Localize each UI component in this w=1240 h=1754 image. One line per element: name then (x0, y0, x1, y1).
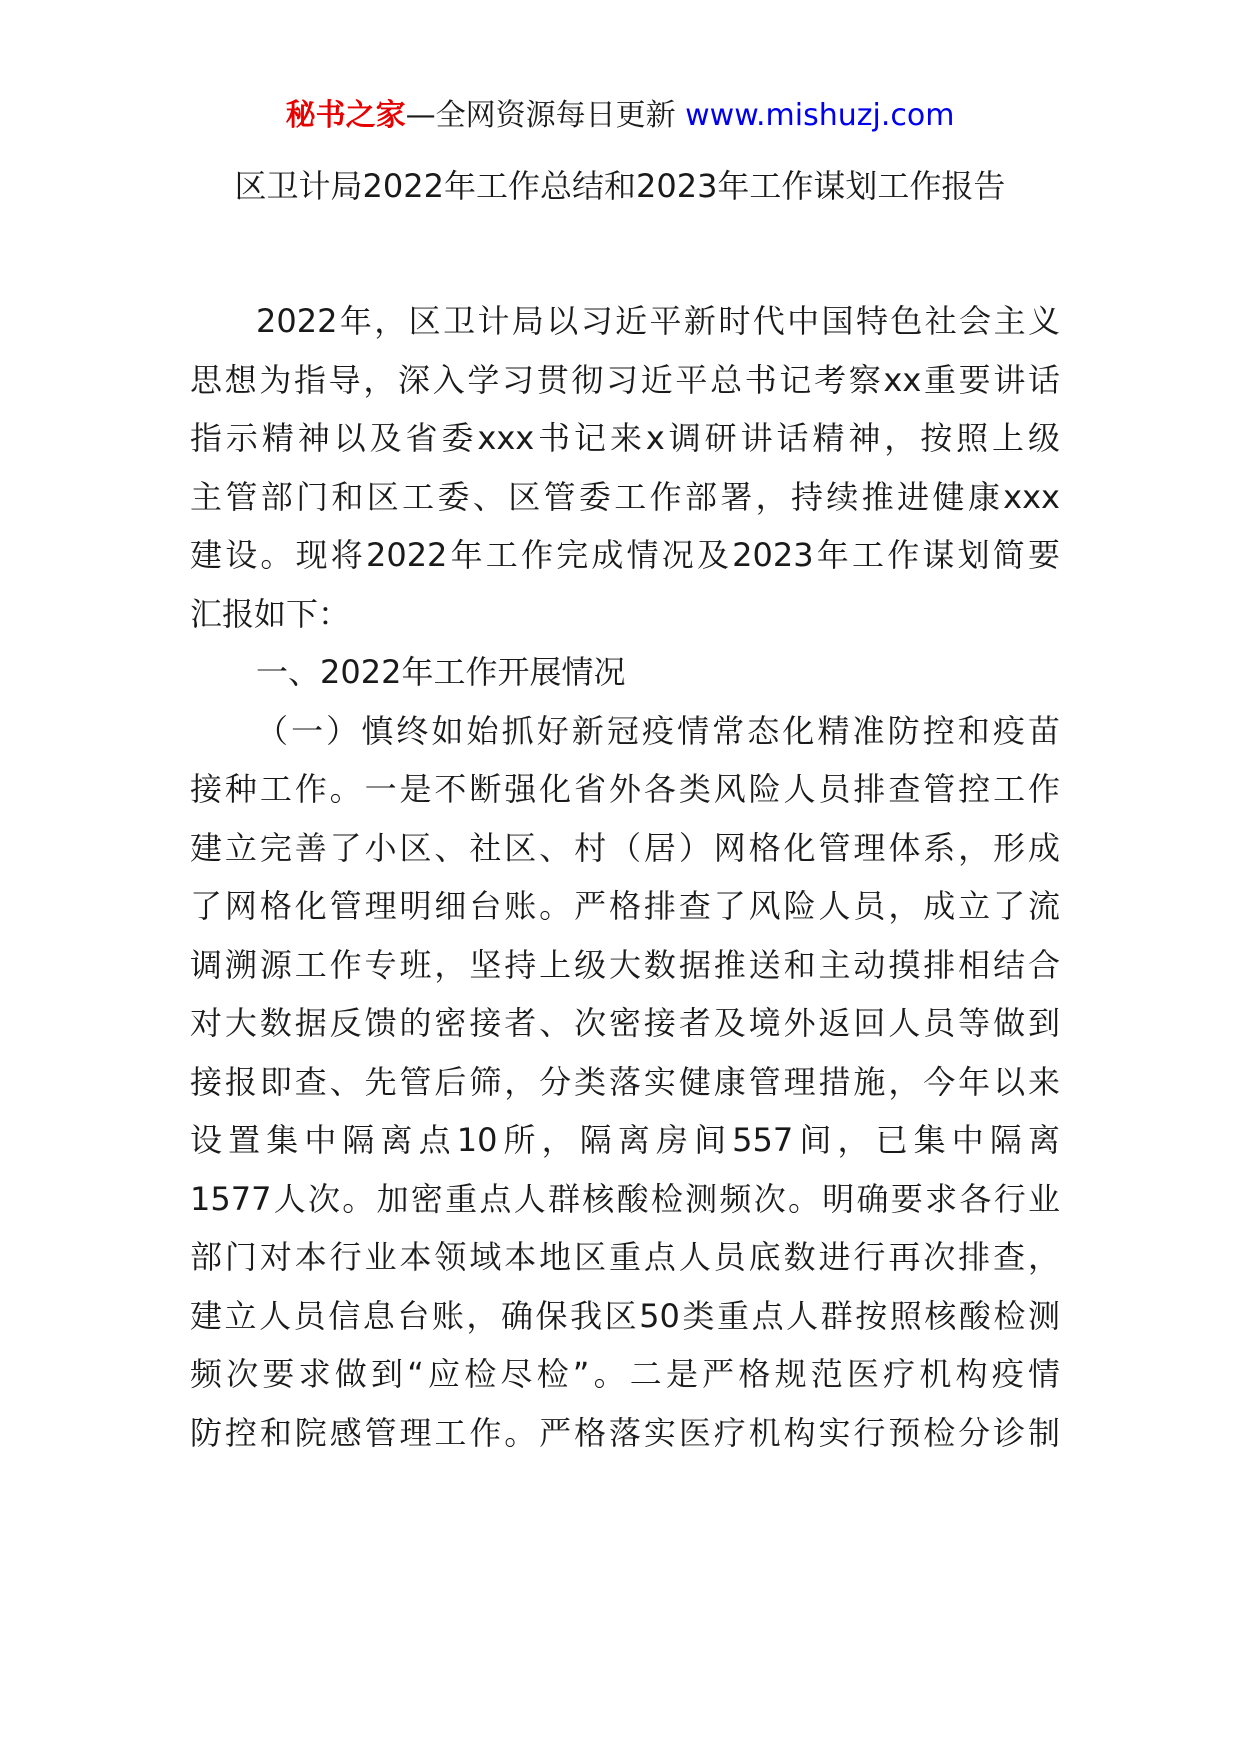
paragraph-line: 防控和院感管理工作。严格落实医疗机构实行预检分诊制 (190, 1413, 1060, 1452)
paragraph-line: 了网格化管理明细台账。严格排查了风险人员，成立了流 (190, 887, 1060, 925)
paragraph-line: 接报即查、先管后筛，分类落实健康管理措施，今年以来 (190, 1062, 1060, 1101)
brand-name: 秘书之家 (285, 98, 406, 133)
paragraph-line: 对大数据反馈的密接者、次密接者及境外返回人员等做到 (190, 1004, 1060, 1042)
paragraph-line: 建立完善了小区、社区、村（居）网格化管理体系，形成 (190, 828, 1060, 867)
document-body (190, 292, 1060, 1462)
paragraph-line: 思想为指导，深入学习贯彻习近平总书记考察xx重要讲话 (190, 360, 1060, 399)
paragraph-line: 设置集中隔离点10所，隔离房间557间，已集中隔离 (190, 1121, 1060, 1159)
paragraph-line: 主管部门和区工委、区管委工作部署，持续推进健康xxx (190, 477, 1060, 516)
brand-tagline: —全网资源每日更新 (405, 98, 676, 133)
paragraph-line: 1577人次。加密重点人群核酸检测频次。明确要求各行业 (190, 1179, 1060, 1218)
section-heading: 一、2022年工作开展情况 (256, 653, 626, 691)
paragraph-line: 接种工作。一是不断强化省外各类风险人员排查管控工作 (190, 770, 1060, 808)
paragraph-line: 部门对本行业本领域本地区重点人员底数进行再次排查， (190, 1238, 1060, 1276)
document-title: 区卫计局2022年工作总结和2023年工作谋划工作报告 (234, 167, 1006, 205)
subsection-heading: （一）慎终如始抓好新冠疫情常态化精准防控和疫苗 (256, 711, 1060, 750)
paragraph-line: 2022年，区卫计局以习近平新时代中国特色社会主义 (256, 302, 1060, 340)
paragraph-line: 调溯源工作专班，坚持上级大数据推送和主动摸排相结合 (190, 945, 1060, 984)
site-header (0, 96, 1240, 136)
paragraph-line: 指示精神以及省委xxx书记来x调研讲话精神，按照上级 (190, 419, 1060, 457)
paragraph-line: 建立人员信息台账，确保我区50类重点人群按照核酸检测 (190, 1296, 1060, 1335)
paragraph-line: 频次要求做到“应检尽检”。二是严格规范医疗机构疫情 (190, 1355, 1060, 1393)
site-url-link[interactable]: www.mishuzj.com (685, 98, 955, 133)
paragraph-line: 汇报如下： (190, 594, 351, 633)
paragraph-line: 建设。现将2022年工作完成情况及2023年工作谋划简要 (190, 536, 1060, 574)
